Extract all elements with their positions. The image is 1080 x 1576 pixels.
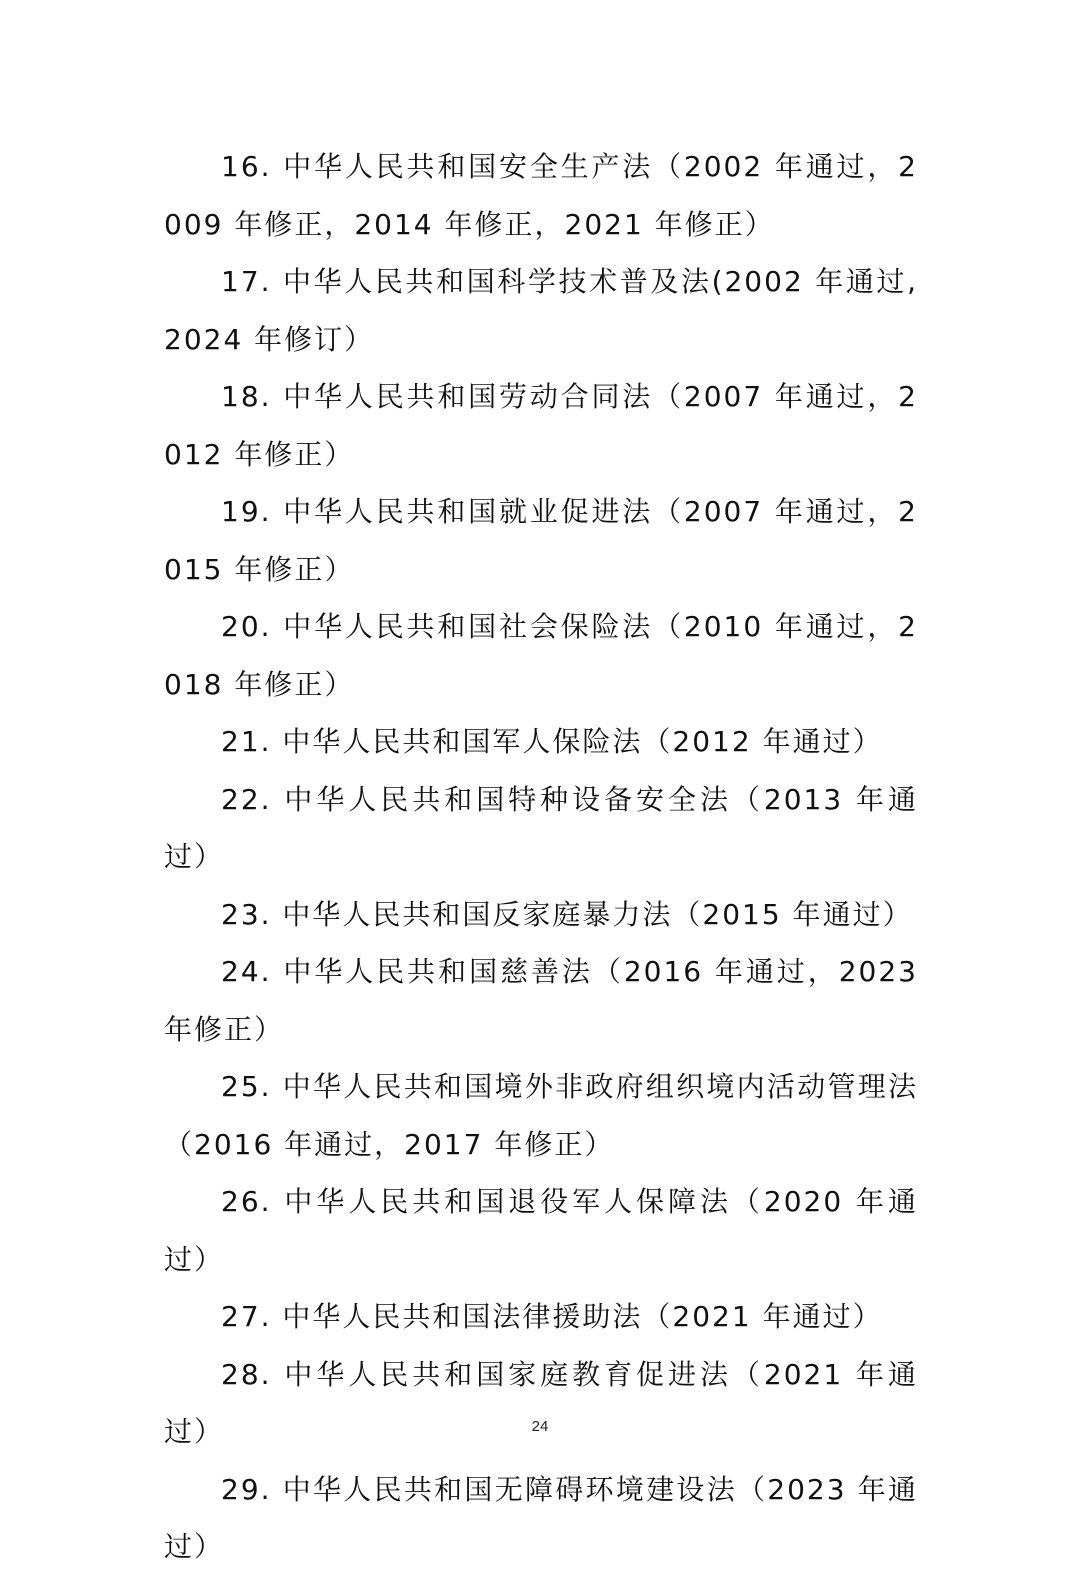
law-item-23: 23. 中华人民共和国反家庭暴力法（2015 年通过） bbox=[221, 897, 913, 931]
law-item-17: 17. 中华人民共和国科学技术普及法(2002 年通过,2024 年修订） bbox=[164, 265, 918, 356]
law-item-26: 26. 中华人民共和国退役军人保障法（2020 年通过） bbox=[164, 1185, 918, 1276]
law-item-27: 27. 中华人民共和国法律援助法（2021 年通过） bbox=[221, 1300, 883, 1333]
law-item-19: 19. 中华人民共和国就业促进法（2007 年通过，2015 年修正） bbox=[164, 495, 918, 586]
law-item-28: 28. 中华人民共和国家庭教育促进法（2021 年通过） bbox=[164, 1357, 918, 1448]
law-list bbox=[164, 138, 918, 1576]
law-item-25: 25. 中华人民共和国境外非政府组织境内活动管理法（2016 年通过，2017 年修正） bbox=[164, 1070, 918, 1161]
law-item-16: 16. 中华人民共和国安全生产法（2002 年通过，2009 年修正，2014 年修正，2021 年修正） bbox=[164, 150, 918, 241]
law-item-22: 22. 中华人民共和国特种设备安全法（2013 年通过） bbox=[164, 782, 918, 873]
law-item-20: 20. 中华人民共和国社会保险法（2010 年通过，2018 年修正） bbox=[164, 610, 918, 701]
law-item-29: 29. 中华人民共和国无障碍环境建设法（2023 年通过） bbox=[164, 1472, 918, 1563]
law-item-18: 18. 中华人民共和国劳动合同法（2007 年通过，2012 年修正） bbox=[164, 380, 918, 471]
page-number: 24 bbox=[531, 1418, 549, 1435]
law-item-21: 21. 中华人民共和国军人保险法（2012 年通过） bbox=[221, 725, 883, 758]
law-item-24: 24. 中华人民共和国慈善法（2016 年通过，2023 年修正） bbox=[164, 955, 918, 1046]
